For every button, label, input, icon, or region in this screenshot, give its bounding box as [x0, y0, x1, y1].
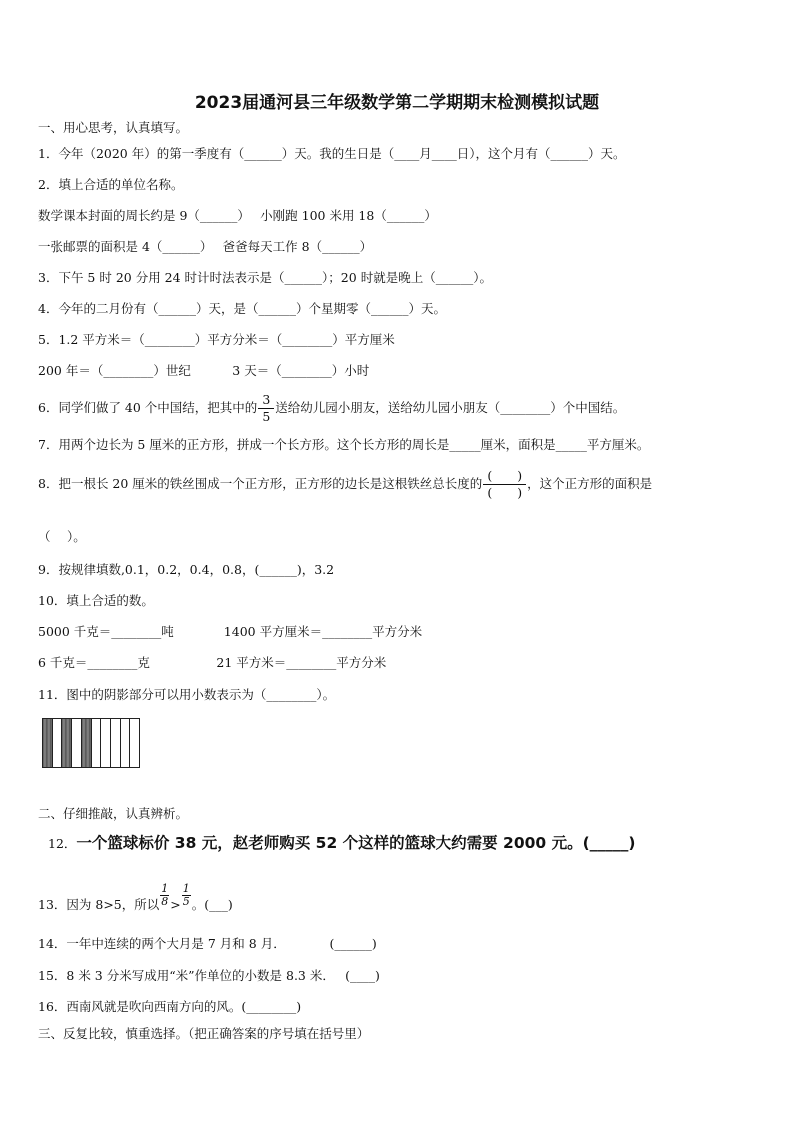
fraction-numerator: 1 [161, 882, 169, 895]
question-12-number: 12． [48, 836, 77, 851]
page-title: 2023届通河县三年级数学第二学期期末检测模拟试题 [194, 93, 600, 113]
question-8-continued: （ ）。 [38, 529, 86, 544]
blank-stripe [111, 719, 121, 767]
question-7: 7．用两个边长为 5 厘米的正方形，拼成一个长方形。这个长方形的周长是_____厘米，面积是_____平方厘米。 [38, 437, 650, 452]
blank-stripe [72, 719, 82, 767]
question-10-line-b: 6 千克＝________克 21 平方米＝________平方分米 [38, 655, 387, 670]
question-13-text-after: 。(___) [191, 897, 233, 912]
shaded-stripe [62, 719, 72, 767]
question-2: 2．填上合适的单位名称。 [38, 177, 184, 192]
question-13 [38, 882, 233, 918]
question-12 [48, 834, 635, 853]
section-1-heading: 一、用心思考，认真填写。 [38, 120, 189, 135]
fraction-numerator: 1 [182, 882, 190, 895]
question-4: 4．今年的二月份有（______）天，是（______）个星期零（______）天。 [38, 301, 446, 316]
fraction-denominator: 5 [182, 895, 190, 908]
blank-stripe [130, 719, 139, 767]
question-8-text-before: 8．把一根长 20 厘米的铁丝围成一个正方形，正方形的边长是这根铁丝总长度的 [38, 476, 483, 491]
question-6 [38, 392, 625, 425]
question-15: 15．8 米 3 分米写成用“米”作单位的小数是 8.3 米． (____) [38, 968, 380, 983]
question-1: 1．今年（2020 年）的第一季度有（______）天。我的生日是（____月____日），这个月有（______）天。 [38, 146, 626, 161]
question-5-line-b: 200 年＝（________）世纪 3 天＝（________）小时 [38, 363, 370, 378]
fraction-blank [483, 468, 526, 501]
blank-stripe [92, 719, 102, 767]
question-6-text-after: 送给幼儿园小朋友，送给幼儿园小朋友（________）个中国结。 [275, 400, 626, 415]
shaded-stripe [82, 719, 92, 767]
fraction-one-fifth [182, 883, 191, 908]
fraction-one-eighth [160, 883, 169, 908]
question-9: 9．按规律填数,0.1，0.2，0.4，0.8，(______)，3.2 [38, 562, 335, 577]
question-12-text: 一个篮球标价 38 元，赵老师购买 52 个这样的篮球大约需要 2000 元。(_____) [76, 834, 636, 852]
question-13-text-before: 13．因为 8>5，所以 [38, 897, 160, 912]
question-10-line-a: 5000 千克＝________吨 1400 平方厘米＝________平方分米 [38, 624, 423, 639]
blank-stripe [121, 719, 131, 767]
fraction-numerator: 3 [258, 392, 274, 409]
question-10: 10．填上合适的数。 [38, 593, 154, 608]
question-8 [38, 468, 652, 501]
blank-stripe [53, 719, 63, 767]
greater-than-sign: > [170, 897, 181, 912]
fraction-denominator: 8 [161, 895, 169, 908]
question-8-text-after: ，这个正方形的面积是 [527, 476, 653, 491]
blank-stripe [101, 719, 111, 767]
question-3: 3．下午 5 时 20 分用 24 时计时法表示是（______）；20 时就是晚上（______）。 [38, 270, 492, 285]
fraction-denominator-blank: ( ) [487, 485, 523, 500]
fraction-denominator: 5 [262, 409, 271, 424]
question-14: 14．一年中连续的两个大月是 7 月和 8 月． (______) [38, 936, 377, 951]
question-16: 16．西南风就是吹向西南方向的风。(________) [38, 999, 302, 1014]
shaded-stripe [43, 719, 53, 767]
question-2-line-b: 一张邮票的面积是 4（______） 爸爸每天工作 8（______） [38, 239, 373, 254]
shaded-stripes-figure [42, 718, 140, 768]
question-2-line-a: 数学课本封面的周长约是 9（______） 小刚跑 100 米用 18（______） [38, 208, 437, 223]
question-6-text-before: 6．同学们做了 40 个中国结，把其中的 [38, 400, 258, 415]
fraction-three-fifths [258, 392, 274, 425]
section-2-heading: 二、仔细推敲，认真辨析。 [38, 806, 189, 821]
question-5-line-a: 5．1.2 平方米＝（________）平方分米＝（________）平方厘米 [38, 332, 395, 347]
fraction-numerator-blank: ( ) [483, 468, 526, 485]
question-11: 11．图中的阴影部分可以用小数表示为（________）。 [38, 687, 336, 702]
section-3-heading: 三、反复比较，慎重选择。（把正确答案的序号填在括号里） [38, 1026, 370, 1041]
